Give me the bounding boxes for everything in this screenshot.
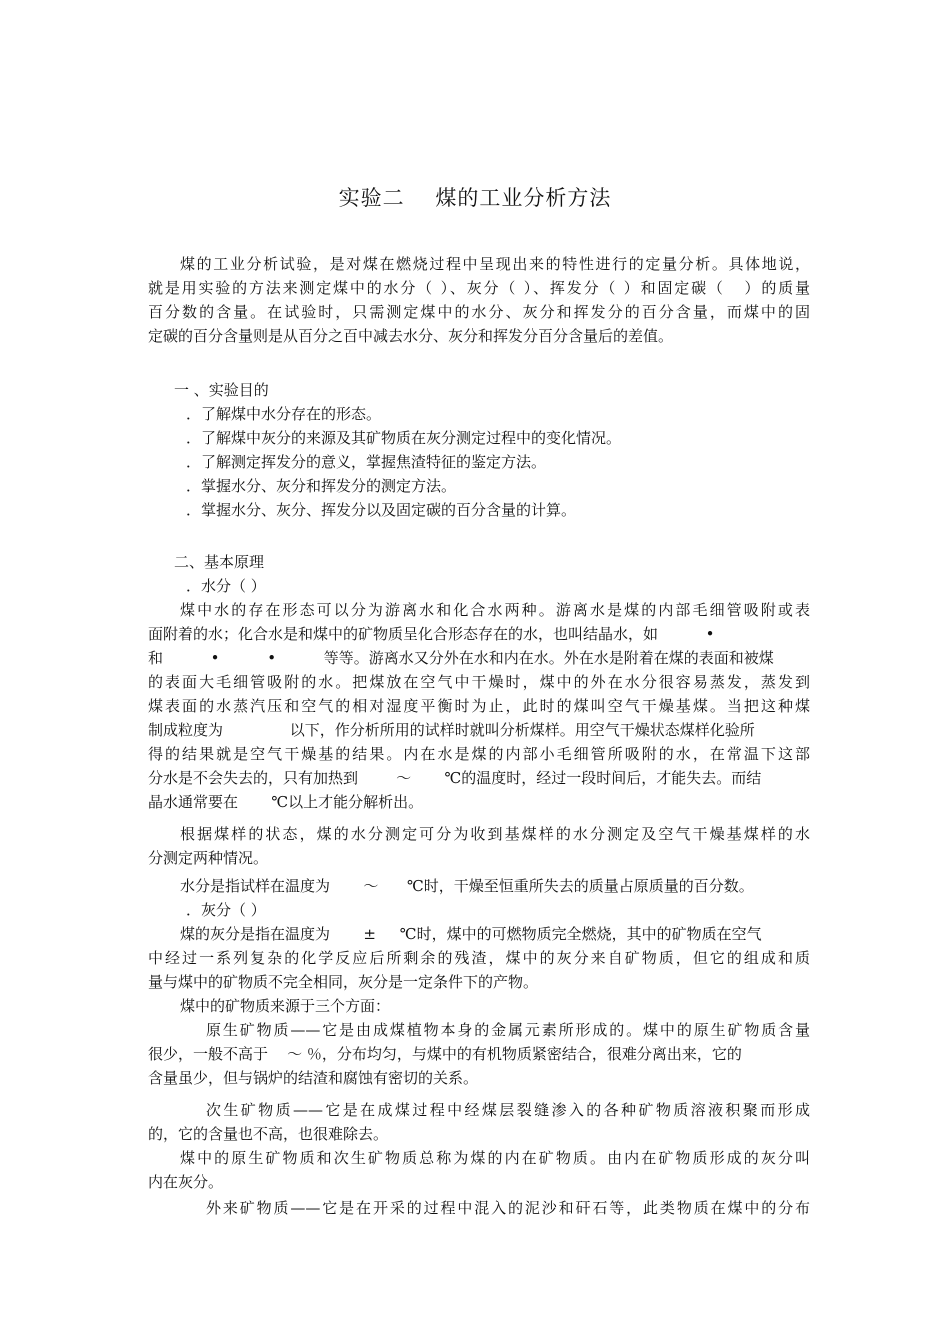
text-line: 煤中的矿物质来源于三个方面： (180, 997, 391, 1015)
text-line: 晶水通常要在 ℃以上才能分解析出。 (148, 793, 424, 811)
text-line: 原生矿物质——它是由成煤植物本身的金属元素所形成的。煤中的原生矿物质含量 (206, 1021, 810, 1039)
text-line: 含量虽少，但与锅炉的结渣和腐蚀有密切的关系。 (148, 1069, 479, 1087)
text-line: ．水分（ ） (186, 577, 266, 595)
text-line: 的表面大毛细管吸附的水。把煤放在空气中干燥时，煤中的外在水分很容易蒸发，蒸发到 (148, 673, 810, 691)
text-line: ．了解煤中灰分的来源及其矿物质在灰分测定过程中的变化情况。 (186, 429, 622, 447)
text-line: 就是用实验的方法来测定煤中的水分（ ）、灰分（ ）、挥发分（ ）和固定碳（ ）的质量 (148, 279, 810, 297)
text-line: ．了解煤中水分存在的形态。 (186, 405, 382, 423)
text-line: ．掌握水分、灰分和挥发分的测定方法。 (186, 477, 457, 495)
text-line: 内在灰分。 (148, 1173, 224, 1191)
text-line: 次生矿物质——它是在成煤过程中经煤层裂缝渗入的各种矿物质溶液积聚而形成 (206, 1101, 810, 1119)
text-line: 水分是指试样在温度为 ～ ℃时，干燥至恒重所失去的质量占原质量的百分数。 (180, 877, 754, 895)
text-line: 和 • • 等等。游离水又分外在水和内在水。外在水是附着在煤的表面和被煤 (148, 649, 774, 667)
text-line: 二、基本原理 (174, 553, 265, 571)
text-line: 外来矿物质——它是在开采的过程中混入的泥沙和矸石等，此类物质在煤中的分布 (206, 1199, 810, 1217)
text-line: 制成粒度为 以下，作分析所用的试样时就叫分析煤样。用空气干燥状态煤样化验所 (148, 721, 755, 739)
text-line: 根据煤样的状态，煤的水分测定可分为收到基煤样的水分测定及空气干燥基煤样的水 (180, 825, 810, 843)
text-line: 煤的灰分是指在温度为 ± ℃时，煤中的可燃物质完全燃烧，其中的矿物质在空气 (180, 925, 762, 943)
text-line: ．灰分（ ） (186, 901, 266, 919)
text-line: 煤表面的水蒸汽压和空气的相对湿度平衡时为止，此时的煤叫空气干燥基煤。当把这种煤 (148, 697, 810, 715)
text-line: 量与煤中的矿物质不完全相同，灰分是一定条件下的产物。 (148, 973, 539, 991)
text-line: 定碳的百分含量则是从百分之百中减去水分、灰分和挥发分百分含量后的差值。 (148, 327, 674, 345)
page-title: 实验二 煤的工业分析方法 (338, 186, 612, 210)
text-line: 煤中的原生矿物质和次生矿物质总称为煤的内在矿物质。由内在矿物质形成的灰分叫 (180, 1149, 810, 1167)
text-line: 煤中水的存在形态可以分为游离水和化合水两种。游离水是煤的内部毛细管吸附或表 (180, 601, 810, 619)
text-line: 煤的工业分析试验，是对煤在燃烧过程中呈现出来的特性进行的定量分析。具体地说， (180, 255, 810, 273)
text-line: 的，它的含量也不高，也很难除去。 (148, 1125, 389, 1143)
text-line: ．掌握水分、灰分、挥发分以及固定碳的百分含量的计算。 (186, 501, 577, 519)
text-line: 得的结果就是空气干燥基的结果。内在水是煤的内部小毛细管所吸附的水，在常温下这部 (148, 745, 810, 763)
text-line: 中经过一系列复杂的化学反应后所剩余的残渣，煤中的灰分来自矿物质，但它的组成和质 (148, 949, 810, 967)
text-line: 一 、实验目的 (174, 381, 269, 399)
text-line: 分水是不会失去的，只有加热到 ～ ℃的温度时，经过一段时间后，才能失去。而结 (148, 769, 762, 787)
text-line: ．了解测定挥发分的意义，掌握焦渣特征的鉴定方法。 (186, 453, 547, 471)
text-line: 很少，一般不高于 ～ ％，分布均匀，与煤中的有机物质紧密结合，很难分离出来，它的 (148, 1045, 742, 1063)
text-line: 面附着的水；化合水是和煤中的矿物质呈化合形态存在的水，也叫结晶水，如 • (148, 625, 715, 643)
text-line: 百分数的含量。在试验时，只需测定煤中的水分、灰分和挥发分的百分含量，而煤中的固 (148, 303, 810, 321)
text-line: 分测定两种情况。 (148, 849, 269, 867)
